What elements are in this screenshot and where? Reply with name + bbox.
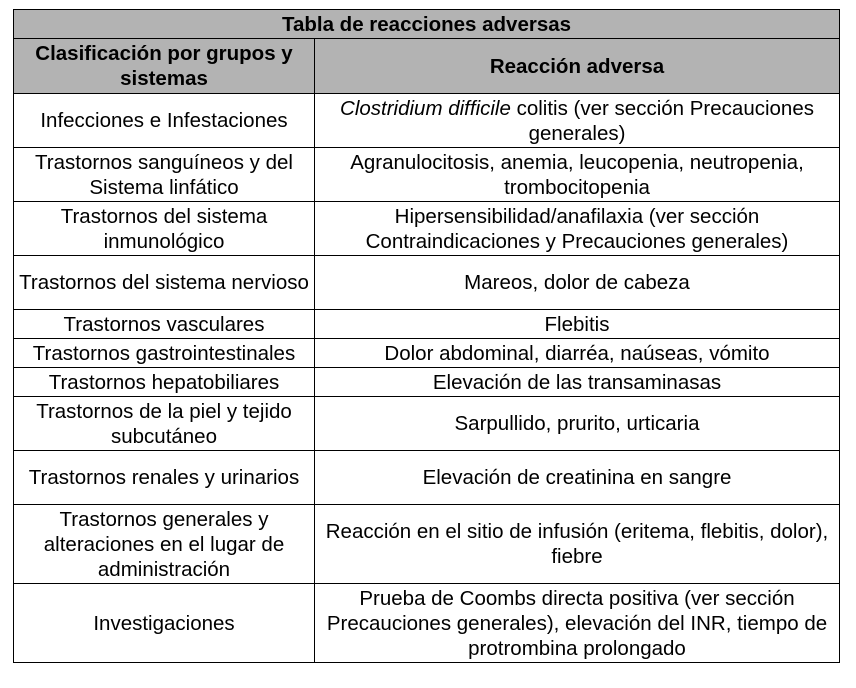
classification-cell: Infecciones e Infestaciones [14,94,315,148]
classification-cell: Trastornos hepatobiliares [14,368,315,397]
classification-cell: Trastornos del sistema nervioso [14,256,315,310]
table-title-row [14,10,840,39]
reaction-cell [315,94,840,148]
reaction-cell: Reacción en el sitio de infusión (eritema, flebitis, dolor), fiebre [315,505,840,584]
table-row [14,148,840,202]
classification-cell: Trastornos generales y alteraciones en el lugar de administración [14,505,315,584]
classification-cell: Trastornos renales y urinarios [14,451,315,505]
reaction-cell: Mareos, dolor de cabeza [315,256,840,310]
column-header-adverse-reaction: Reacción adversa [315,39,840,94]
reaction-cell: Flebitis [315,310,840,339]
table-row [14,339,840,368]
reaction-cell: Hipersensibilidad/anafilaxia (ver sección Contraindicaciones y Precauciones generales) [315,202,840,256]
table-row [14,584,840,663]
table-row [14,94,840,148]
classification-cell: Trastornos de la piel y tejido subcutáneo [14,397,315,451]
classification-cell: Trastornos sanguíneos y del Sistema linfático [14,148,315,202]
reaction-cell: Prueba de Coombs directa positiva (ver sección Precauciones generales), elevación del INR, tiempo de protrombina prolongado [315,584,840,663]
table-row [14,397,840,451]
table-row [14,256,840,310]
table-row [14,368,840,397]
reaction-cell: Elevación de las transaminasas [315,368,840,397]
classification-cell: Trastornos gastrointestinales [14,339,315,368]
table-header-row [14,39,840,94]
reaction-italic-text: Clostridium difficile [340,96,511,120]
reaction-cell: Dolor abdominal, diarréa, naúseas, vómito [315,339,840,368]
table-row [14,310,840,339]
column-header-classification: Clasificación por grupos y sistemas [14,39,315,94]
table-row [14,451,840,505]
adverse-reactions-table [13,9,840,663]
classification-cell: Investigaciones [14,584,315,663]
table-row [14,202,840,256]
table-title: Tabla de reacciones adversas [14,10,840,39]
reaction-cell: Sarpullido, prurito, urticaria [315,397,840,451]
classification-cell: Trastornos vasculares [14,310,315,339]
classification-cell: Trastornos del sistema inmunológico [14,202,315,256]
table-row [14,505,840,584]
reaction-cell: Elevación de creatinina en sangre [315,451,840,505]
reaction-cell: Agranulocitosis, anemia, leucopenia, neutropenia, trombocitopenia [315,148,840,202]
reaction-text: colitis (ver sección Precauciones generales) [510,96,814,145]
